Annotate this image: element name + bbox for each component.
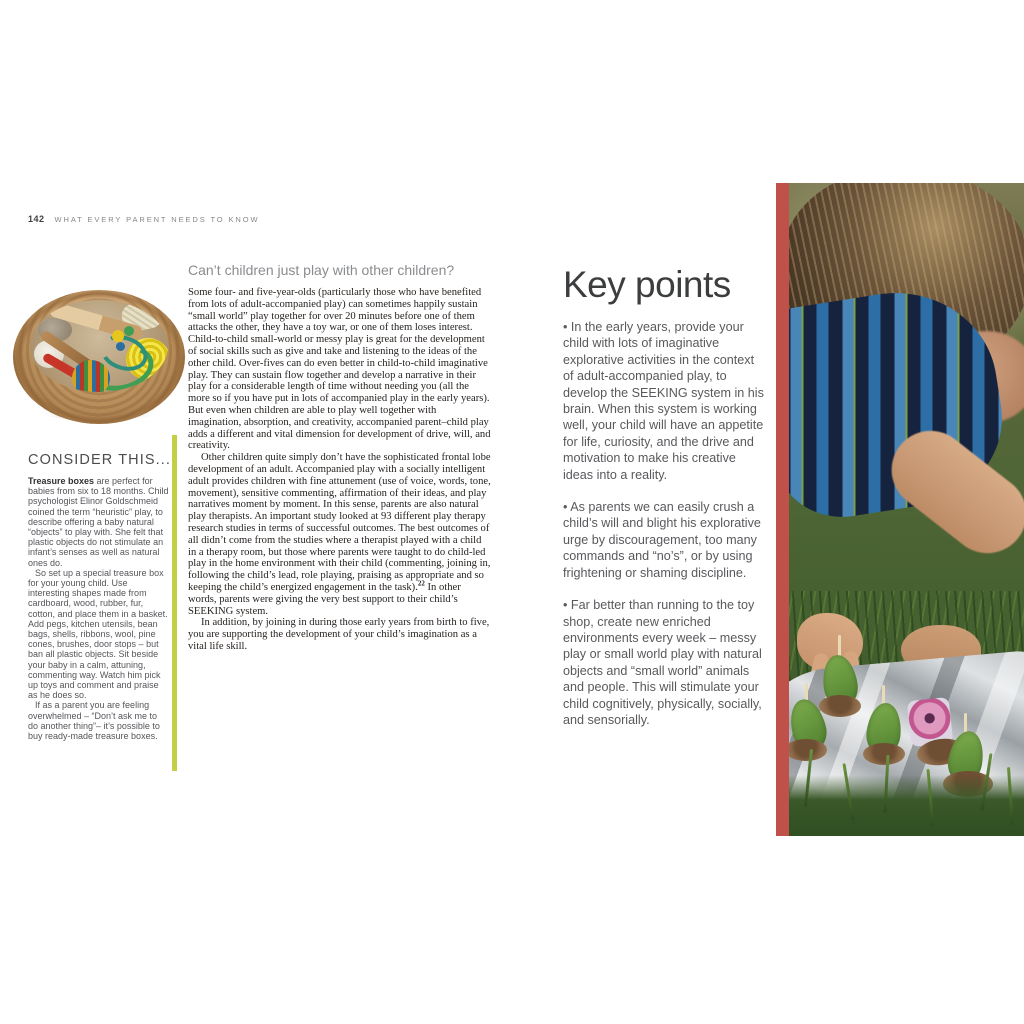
- sidebar-lead-bold: Treasure boxes: [28, 476, 95, 486]
- consider-this-body: [28, 476, 169, 741]
- basket-rim: [13, 290, 185, 424]
- foreground-grass: [789, 775, 1024, 836]
- article-body: [188, 287, 491, 653]
- running-head: [28, 214, 259, 224]
- key-points-column: [563, 264, 765, 744]
- article-paragraph: In addition, by joining in during those early years from birth to five, you are supporting the development of your child’s imagination as a vital life skill.: [188, 617, 490, 652]
- consider-this-heading: CONSIDER THIS...: [28, 452, 172, 468]
- sidebar-paragraph: [28, 476, 169, 568]
- walnut-boat-shape: [863, 743, 905, 765]
- sidebar-paragraph: If as a parent you are feeling overwhelmed – “Don’t ask me to do another thing”– it’s possible to buy ready-made treasure boxes.: [28, 700, 160, 742]
- red-accent-stripe: [776, 183, 789, 836]
- article-paragraph: Some four- and five-year-olds (particularly those who have benefited from lots of adult-accompanied play) can sometimes happily sustain “small world” play together for over 20 minutes before one of them attacks the other, they have a toy war, or one of them loses interest. Child-to-child small-world or messy play is great for the development of social skills such as give and take and listening to the ideas of the other child. Over-fives can do even better in child-to-child imaginative play. They can sustain flow together and develop a narrative in their play for a considerable length of time without needing you (all the more so if you have put in lots of accompanied play in the early years). But even when children are able to play well together with imagination, absorption, and creativity, accompanied parent–child play adds a different and vital dimension for development of drive, will, and creativity.: [188, 287, 491, 452]
- walnut-boat-shape: [819, 695, 861, 717]
- article-column: [188, 262, 491, 653]
- article-paragraph-text: In other words, parents were giving the very best support to their child’s SEEKING system.: [188, 581, 461, 617]
- article-paragraph: [188, 452, 491, 617]
- article-heading: Can’t children just play with other children?: [188, 262, 455, 278]
- reference-superscript: 22: [417, 579, 425, 588]
- article-paragraph-text: Other children quite simply don’t have the sophisticated frontal lobe development of an adult. Accompanied play with a socially intelligent adult provides children with fine attunement (use of voice, words, tone, movement), sensitive commenting, affirmation of their ideas, and play narratives moment by moment. In this sense, parents are also natural play therapists. An important study looked at 93 different play therapy research studies in terms of successful outcomes. The best outcomes of all didn’t come from the studies where a therapist played with a child in a therapy room, but those where parents were taught to do child-led play in the home environment with their child (commenting, joining in, following the child’s lead, role playing, praising as appropriate and so keeping the child’s energized engagement in the task).: [188, 452, 491, 593]
- green-divider-rule: [172, 435, 177, 771]
- sidebar-paragraph-text: are perfect for babies from six to 18 months. Child psychologist Elinor Goldschmeid coined the term “heuristic” play, to describe offering a baby natural “objects” to play with. She felt that plastic objects do not stimulate an infant’s senses as well as natural ones do.: [28, 476, 169, 568]
- sidebar-paragraph: So set up a special treasure box for your young child. Use interesting shapes made from cardboard, wood, rubber, fur, cotton, and place them in a basket. Add pegs, kitchen utensils, bean bags, shells, ribbons, wool, pine cones, brushes, door stops – but ban all plastic objects. Sit beside your baby in a calm, attuning, commenting way. Watch him pick up toys and comment and praise as he does so.: [28, 567, 168, 701]
- key-point-bullet: • Far better than running to the toy shop, create new enriched environments every week – messy play or small world play with natural objects and “small world” animals and people. This will stimulate your child cognitively, physically, socially, and sensorially.: [563, 598, 762, 727]
- key-points-body: [563, 319, 765, 728]
- page-number: 142: [28, 214, 45, 224]
- boy-leaf-boats-photo: [789, 183, 1024, 836]
- key-point-bullet: • In the early years, provide your child with lots of imaginative explorative activities in the context of adult-accompanied play, to develop the SEEKING system in his brain. When this system is working well, your child will have an appetite for life, curiosity, and the drive and motivation to make his creative ideas into a reality.: [563, 320, 764, 482]
- treasure-basket-photo: [10, 270, 188, 435]
- key-point-bullet: • As parents we can easily crush a child’s will and blight his explorative urge by discouragement, too many commands and “no’s”, or by using frightening or shaming discipline.: [563, 500, 761, 580]
- key-points-heading: Key points: [563, 264, 731, 305]
- running-head-title: WHAT EVERY PARENT NEEDS TO KNOW: [54, 215, 260, 224]
